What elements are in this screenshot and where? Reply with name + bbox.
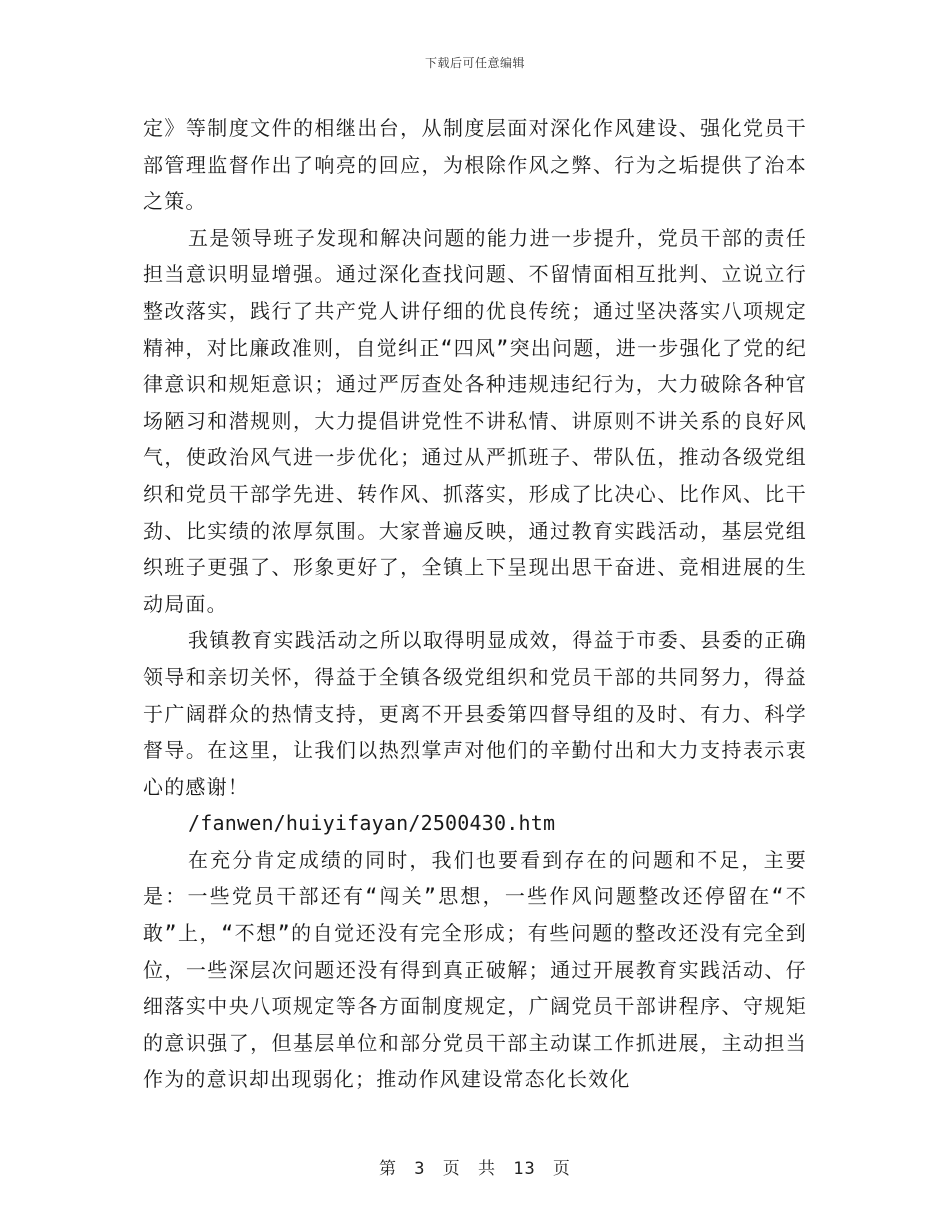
paragraph-continuation: 定》等制度文件的相继出台，从制度层面对深化作风建设、强化党员干部管理监督作出了响亮的回应，为根除作风之弊、行为之垢提供了治本之策。 [143, 116, 807, 214]
page-header: 下载后可任意编辑 [424, 56, 525, 70]
source-url-text: /fanwen/huiyifayan/2500430.htm [188, 811, 556, 836]
page-number-footer: 第 3 页 共 13 页 [379, 1159, 571, 1179]
paragraph-acknowledgement: 我镇教育实践活动之所以取得明显成效，得益于市委、县委的正确领导和亲切关怀，得益于全镇各级党组织和党员干部的共同努力，得益于广阔群众的热情支持，更离不开县委第四督导组的及时、有力、科学督导。在这里，让我们以热烈掌声对他们的辛勤付出和大力支持表示衷心的感谢！ [143, 628, 807, 799]
document-body [143, 110, 807, 1098]
paragraph-problems: 在充分肯定成绩的同时，我们也要看到存在的问题和不足，主要是：一些党员干部还有“闯关”思想，一些作风问题整改还停留在“不敢”上，“不想”的自觉还没有完全形成；有些问题的整改还没有完全到位，一些深层次问题还没有得到真正破解；通过开展教育实践活动、仔细落实中央八项规定等各方面制度规定，广阔党员干部讲程序、守规矩的意识强了，但基层单位和部分党员干部主动谋工作抓进展，主动担当作为的意识却出现弱化；推动作风建设常态化长效化 [143, 847, 807, 1092]
paragraph-leadership-ability: 五是领导班子发现和解决问题的能力进一步提升，党员干部的责任担当意识明显增强。通过深化查找问题、不留情面相互批判、立说立行整改落实，践行了共产党人讲仔细的优良传统；通过坚决落实八项规定精神，对比廉政准则，自觉纠正“四风”突出问题，进一步强化了党的纪律意识和规矩意识；通过严厉查处各种违规违纪行为，大力破除各种官场陋习和潜规则，大力提倡讲党性不讲私情、讲原则不讲关系的良好风气，使政治风气进一步优化；通过从严抓班子、带队伍，推动各级党组织和党员干部学先进、转作风、抓落实，形成了比决心、比作风、比干劲、比实绩的浓厚氛围。大家普遍反映，通过教育实践活动，基层党组织班子更强了、形象更好了，全镇上下呈现出思干奋进、竞相进展的生动局面。 [143, 225, 807, 616]
